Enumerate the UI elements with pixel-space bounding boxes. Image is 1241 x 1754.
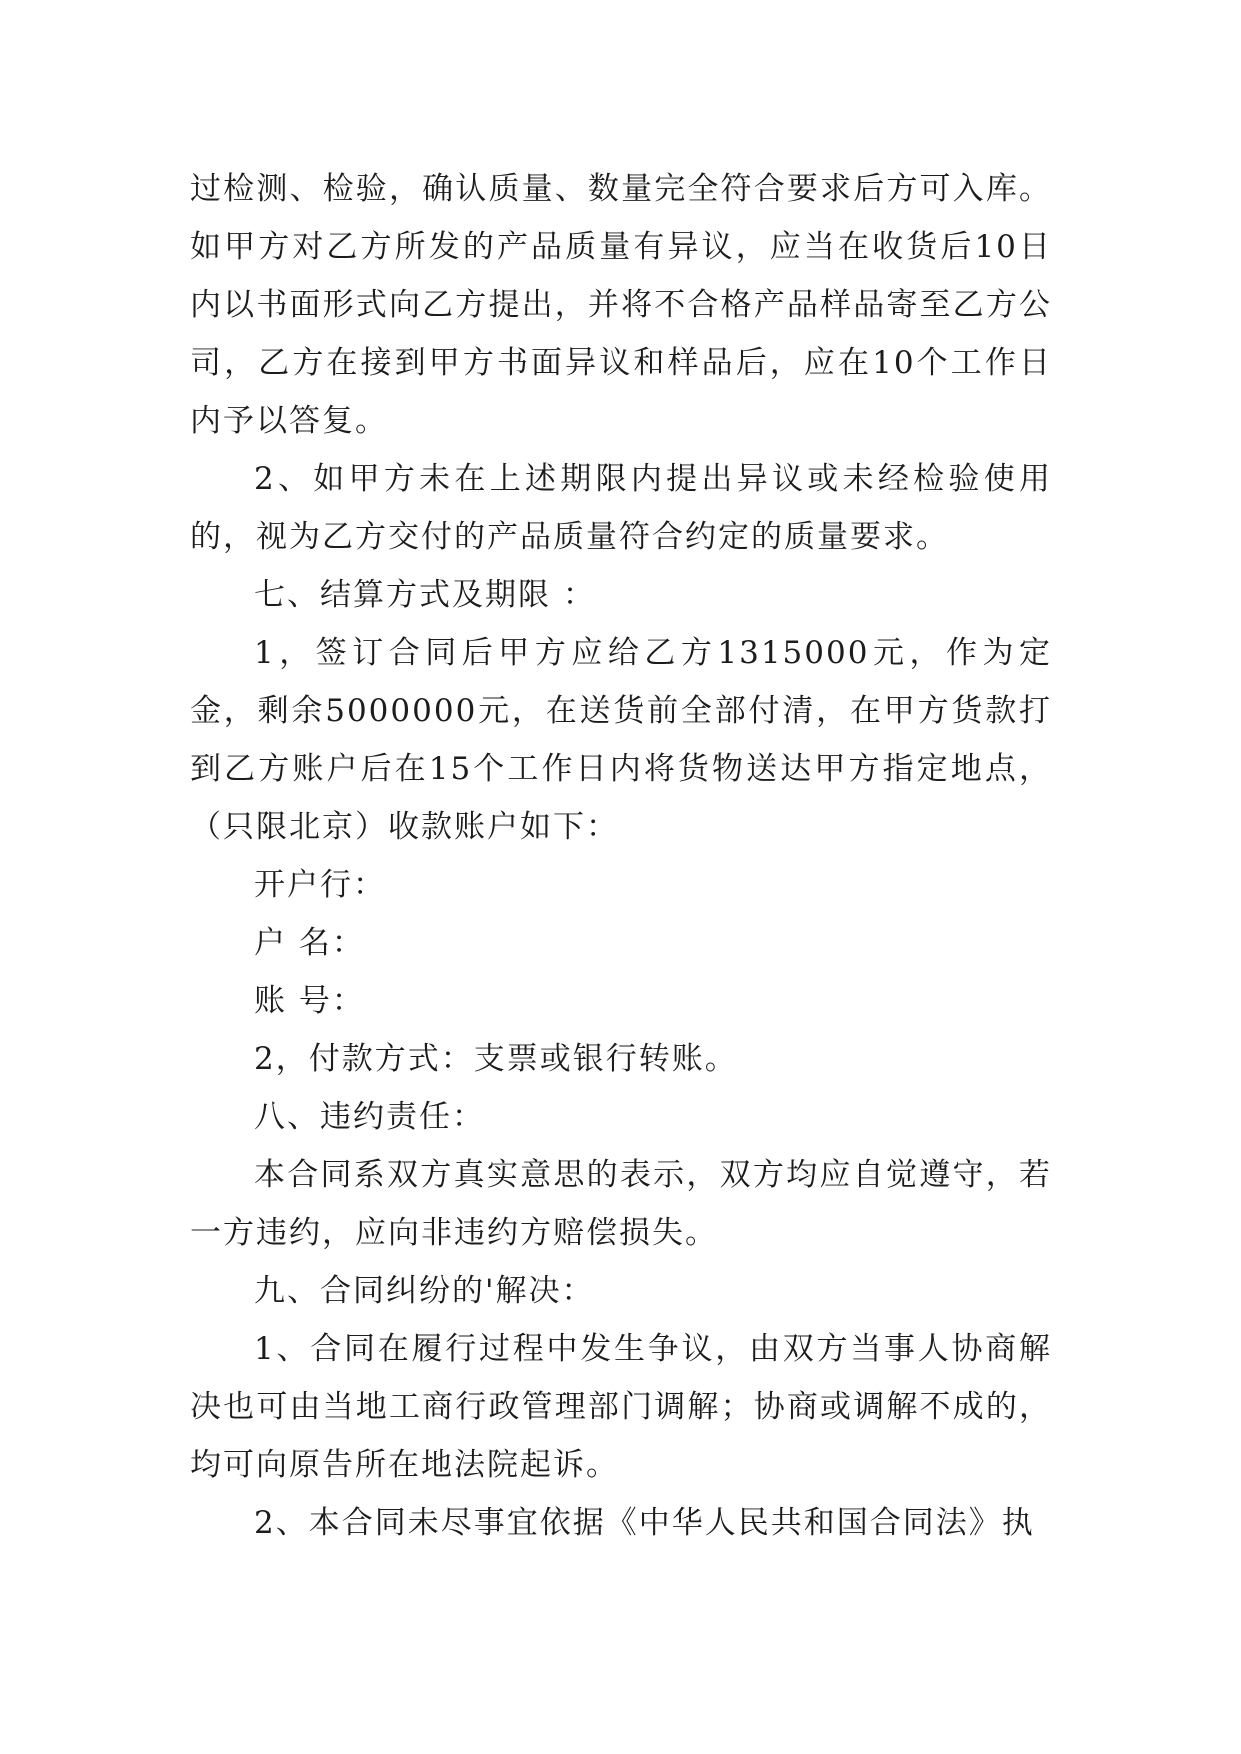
bank-name-label: 开户行： <box>254 867 386 903</box>
account-number-label: 账 号： <box>254 983 365 1019</box>
paragraph-payment-method: 2，付款方式：支票或银行转账。 <box>254 1041 738 1077</box>
paragraph-clause-2-quality: 2、如甲方未在上述期限内提出异议或未经检验使用的，视为乙方交付的产品质量符合约定的质量要求。 <box>190 461 1052 555</box>
document-body <box>190 160 1052 1552</box>
paragraph-dispute-clause-2: 2、本合同未尽事宜依据《中华人民共和国合同法》执 <box>254 1505 1035 1541</box>
section-heading-disputes: 九、合同纠纷的'解决： <box>254 1273 595 1309</box>
paragraph-liability: 本合同系双方真实意思的表示，双方均应自觉遵守，若一方违约，应向非违约方赔偿损失。 <box>190 1157 1052 1251</box>
paragraph-dispute-clause-1: 1、合同在履行过程中发生争议，由双方当事人协商解决也可由当地工商行政管理部门调解；协商或调解不成的，均可向原告所在地法院起诉。 <box>190 1331 1052 1483</box>
section-heading-settlement: 七、结算方式及期限 ： <box>254 577 596 613</box>
account-name-label: 户 名： <box>254 925 365 961</box>
paragraph-clause-1-payment: 1，签订合同后甲方应给乙方1315000元，作为定金，剩余5000000元，在送货前全部付清，在甲方货款打到乙方账户后在15个工作日内将货物送达甲方指定地点，（只限北京）收款账户如下： <box>190 635 1052 845</box>
section-heading-liability: 八、违约责任： <box>254 1099 485 1135</box>
paragraph-inspection: 过检测、检验，确认质量、数量完全符合要求后方可入库。如甲方对乙方所发的产品质量有异议，应当在收货后10日内以书面形式向乙方提出，并将不合格产品样品寄至乙方公司，乙方在接到甲方书面异议和样品后，应在10个工作日内予以答复。 <box>190 171 1052 439</box>
